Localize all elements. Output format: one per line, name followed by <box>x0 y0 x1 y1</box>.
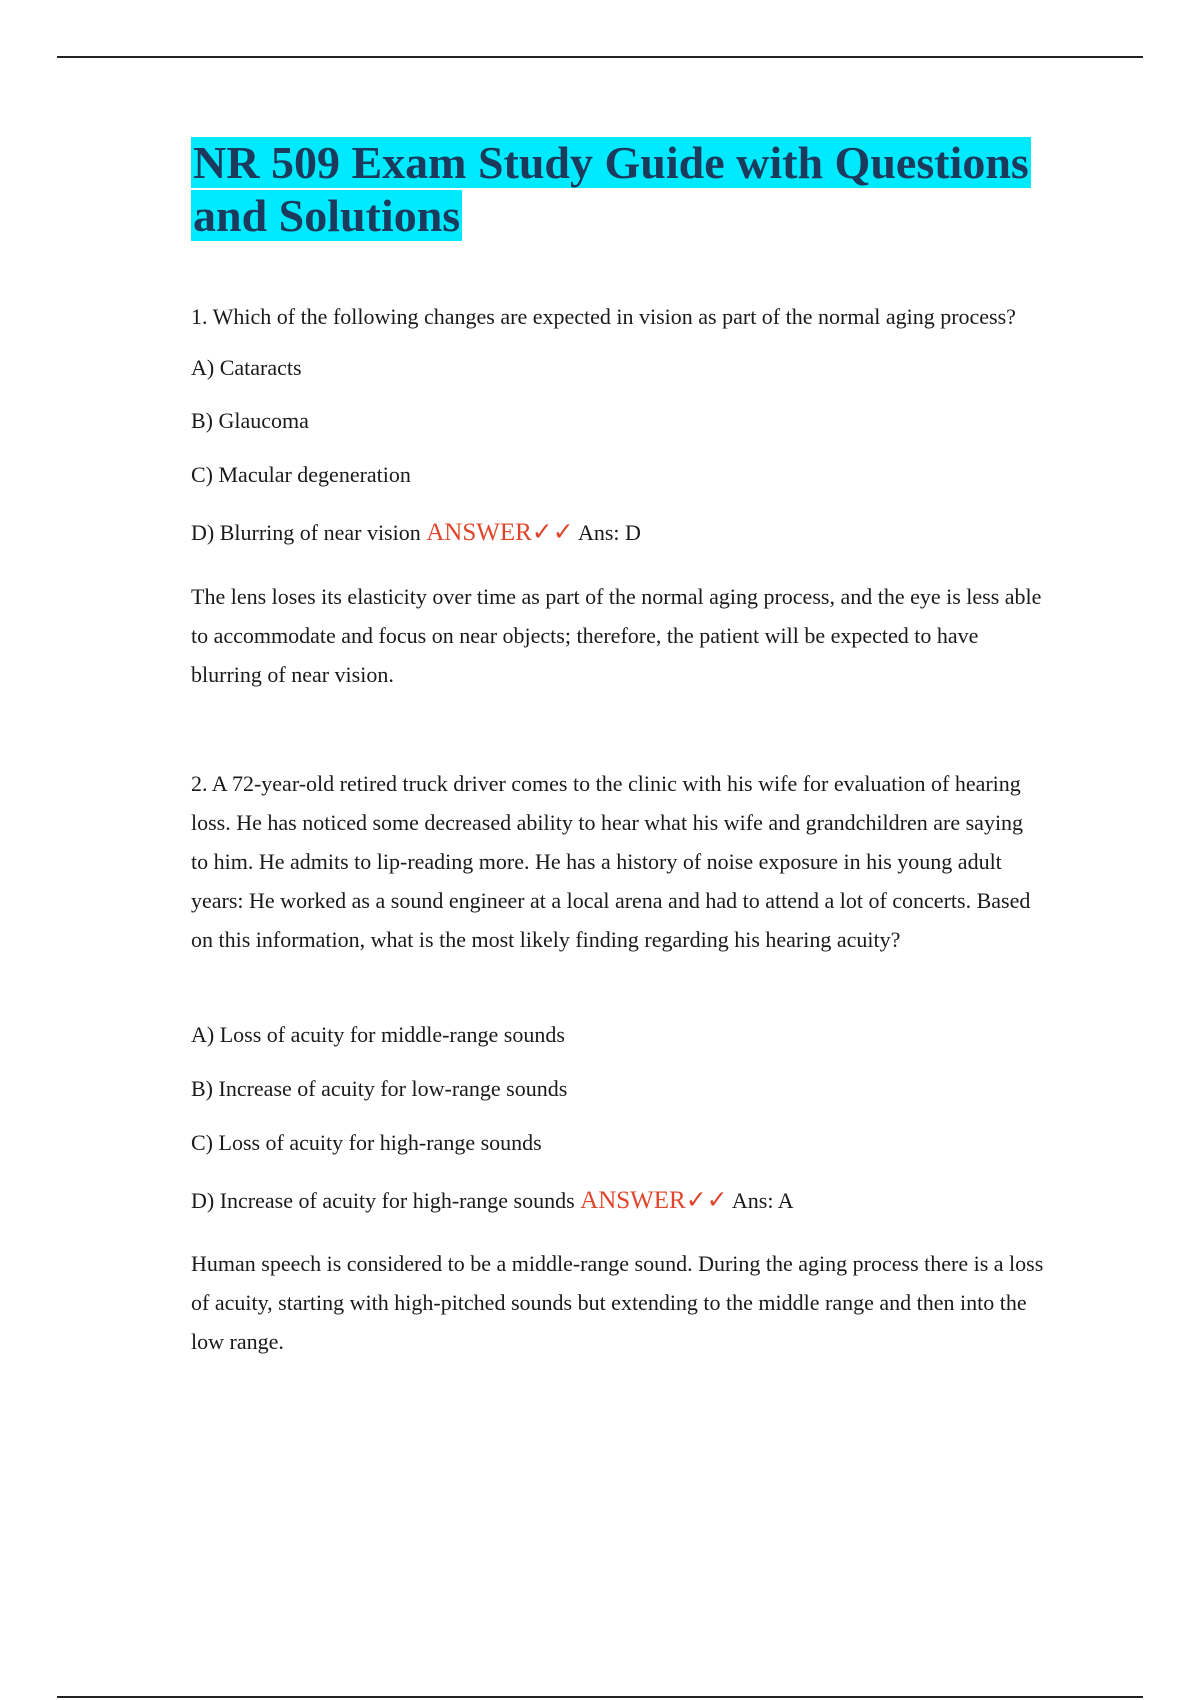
document-title <box>191 136 1071 242</box>
question-1-stem: 1. Which of the following changes are expected in vision as part of the normal aging process? <box>191 304 1016 329</box>
question-2-explanation: Human speech is considered to be a middle-range sound. During the aging process there is a loss of acuity, starting with high-pitched sounds but extending to the middle range and then into the low range. <box>191 1251 1044 1354</box>
question-1-option-b: B) Glaucoma <box>191 408 309 433</box>
question-2-stem: 2. A 72-year-old retired truck driver comes to the clinic with his wife for evaluation of hearing loss. He has noticed some decreased ability to hear what his wife and grandchildren are saying to him. He admits to lip-reading more. He has a history of noise exposure in his young adult years: He worked as a sound engineer at a local arena and had to attend a lot of concerts. Based on this information, what is the most likely finding regarding his hearing acuity? <box>191 771 1031 952</box>
question-1-answer-text: Ans: D <box>577 520 641 545</box>
question-2-option-b: B) Increase of acuity for low-range sounds <box>191 1076 568 1101</box>
top-rule <box>57 56 1143 58</box>
question-1-explanation: The lens loses its elasticity over time as part of the normal aging process, and the eye is less able to accommodate and focus on near objects; therefore, the patient will be expected to have blurring of near vision. <box>191 584 1042 687</box>
question-1-option-d-row <box>191 520 641 546</box>
question-2-option-d-row <box>191 1188 794 1214</box>
question-1-option-d: D) Blurring of near vision <box>191 520 421 545</box>
question-2-option-a: A) Loss of acuity for middle-range sounds <box>191 1022 565 1047</box>
question-2-answer-text: Ans: A <box>731 1188 794 1213</box>
question-1-option-c: C) Macular degeneration <box>191 462 411 487</box>
document-body <box>191 136 1071 1354</box>
bottom-rule <box>57 1696 1143 1698</box>
title-line-1: NR 509 Exam Study Guide with Questions <box>193 137 1029 188</box>
question-2-answer-marker: ANSWER✓✓ <box>580 1187 728 1214</box>
question-2-option-c: C) Loss of acuity for high-range sounds <box>191 1130 542 1155</box>
question-2-option-d: D) Increase of acuity for high-range sounds <box>191 1188 575 1213</box>
question-1-answer-marker: ANSWER✓✓ <box>426 519 574 546</box>
title-line-2: and Solutions <box>193 190 461 241</box>
question-1-option-a: A) Cataracts <box>191 355 302 380</box>
